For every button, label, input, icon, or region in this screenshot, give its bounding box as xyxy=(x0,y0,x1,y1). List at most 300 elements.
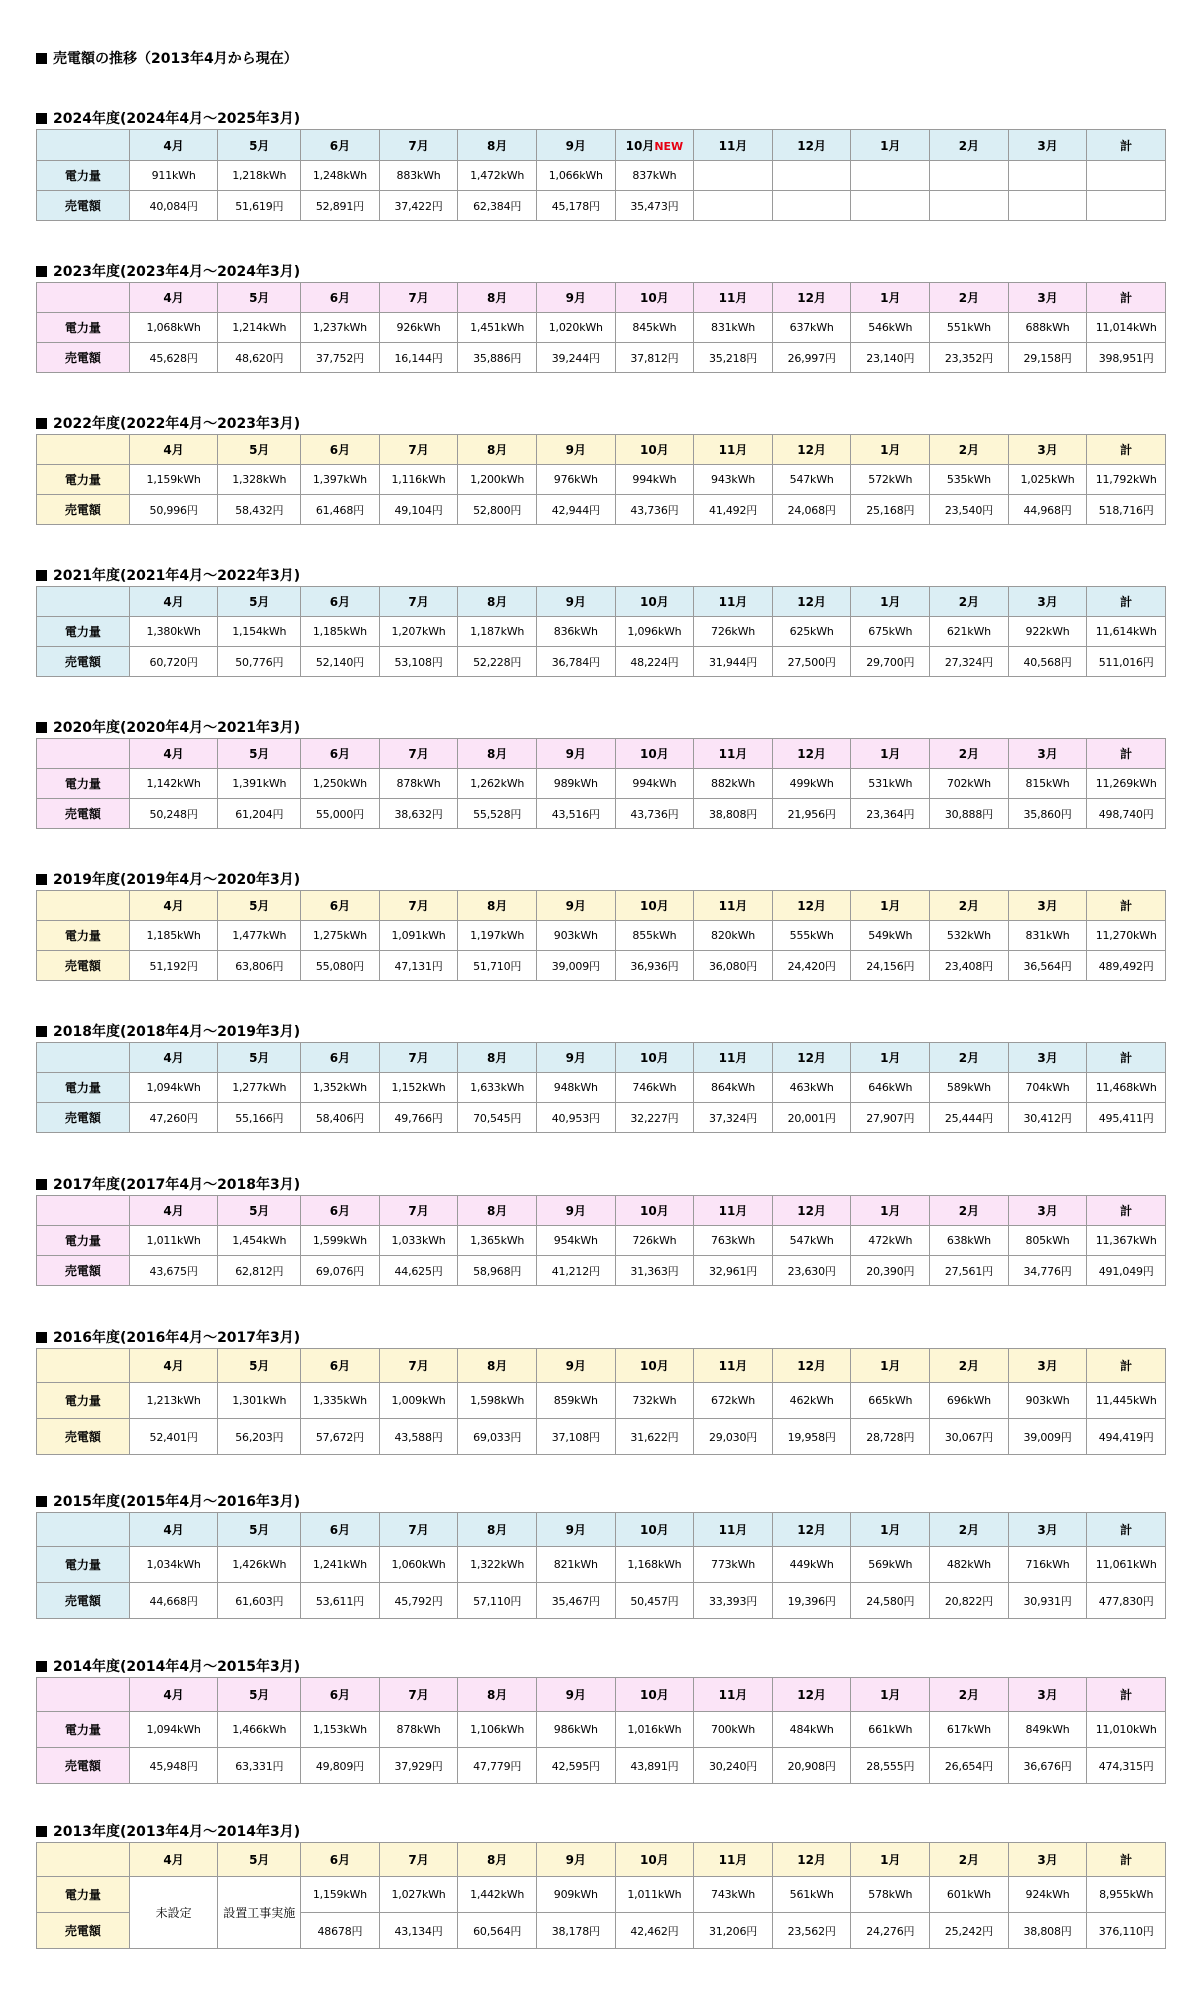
sales-cell: 58,432円 xyxy=(218,495,301,525)
header-row xyxy=(37,435,1166,465)
sales-cell: 35,218円 xyxy=(694,343,773,373)
page-title xyxy=(36,48,298,68)
power-cell: 1,262kWh xyxy=(458,769,537,799)
power-cell: 1,185kWh xyxy=(129,921,218,951)
power-cell: 449kWh xyxy=(772,1547,851,1583)
sales-label: 売電額 xyxy=(37,1583,130,1619)
power-cell: 1,472kWh xyxy=(458,161,537,191)
power-label: 電力量 xyxy=(37,921,130,951)
year-title-text: 2014年度(2014年4月〜2015年3月) xyxy=(53,1659,301,1675)
power-cell: 831kWh xyxy=(1008,921,1087,951)
power-cell: 903kWh xyxy=(536,921,615,951)
power-row xyxy=(37,1712,1166,1748)
sales-cell: 35,467円 xyxy=(536,1583,615,1619)
year-title xyxy=(36,413,300,433)
power-cell: 547kWh xyxy=(772,1226,851,1256)
column-header xyxy=(930,1513,1009,1547)
sales-row xyxy=(37,1583,1166,1619)
column-header-label: 11月 xyxy=(718,899,748,913)
sales-cell: 39,244円 xyxy=(536,343,615,373)
column-header-label: 8月 xyxy=(486,138,508,153)
column-header-label: 12月 xyxy=(797,138,826,153)
column-header-label: 6月 xyxy=(329,138,351,153)
power-cell: 845kWh xyxy=(615,313,694,343)
sales-cell xyxy=(851,191,930,221)
sales-cell: 16,144円 xyxy=(379,343,458,373)
power-cell: 462kWh xyxy=(772,1383,851,1419)
column-header-label: 11月 xyxy=(718,138,748,153)
power-cell: 994kWh xyxy=(615,465,694,495)
column-header xyxy=(218,1349,301,1383)
sales-cell: 24,276円 xyxy=(851,1913,930,1949)
column-header-label: 1月 xyxy=(880,1051,901,1065)
power-cell xyxy=(930,161,1009,191)
column-header xyxy=(458,739,537,769)
power-cell: 1,094kWh xyxy=(129,1712,218,1748)
column-header xyxy=(458,587,537,617)
power-cell: 11,061kWh xyxy=(1087,1547,1166,1583)
column-header xyxy=(694,587,773,617)
power-cell: 1,168kWh xyxy=(615,1547,694,1583)
square-bullet-icon xyxy=(36,570,47,581)
power-cell: 482kWh xyxy=(930,1547,1009,1583)
column-header xyxy=(1008,435,1087,465)
column-header-label: 6月 xyxy=(329,1523,351,1537)
power-cell: 1,380kWh xyxy=(129,617,218,647)
year-table xyxy=(36,1842,1166,1949)
column-header xyxy=(301,1678,380,1712)
sales-cell: 376,110円 xyxy=(1087,1913,1166,1949)
sales-cell: 40,953円 xyxy=(536,1103,615,1133)
column-header xyxy=(772,1843,851,1877)
sales-cell: 49,766円 xyxy=(379,1103,458,1133)
column-header-label: 1月 xyxy=(880,899,901,913)
column-header xyxy=(379,1678,458,1712)
power-cell: 1,454kWh xyxy=(218,1226,301,1256)
sales-label: 売電額 xyxy=(37,1103,130,1133)
power-cell: 1,060kWh xyxy=(379,1547,458,1583)
column-header-label: 1月 xyxy=(880,1853,901,1867)
year-title xyxy=(36,1821,300,1841)
sales-row xyxy=(37,647,1166,677)
column-header-label: 計 xyxy=(1120,1204,1133,1218)
column-header-label: 11月 xyxy=(718,291,748,305)
column-header-label: 5月 xyxy=(249,443,270,457)
column-header-label: 1月 xyxy=(880,595,901,609)
column-header-label: 9月 xyxy=(565,899,586,913)
year-title xyxy=(36,1491,300,1511)
column-header xyxy=(458,435,537,465)
sales-cell: 26,654円 xyxy=(930,1748,1009,1784)
power-cell: 11,445kWh xyxy=(1087,1383,1166,1419)
column-header-label: 6月 xyxy=(329,595,351,609)
column-header-label: 計 xyxy=(1120,747,1133,761)
power-cell: 625kWh xyxy=(772,617,851,647)
power-cell: 831kWh xyxy=(694,313,773,343)
sales-cell: 50,457円 xyxy=(615,1583,694,1619)
sales-cell: 53,108円 xyxy=(379,647,458,677)
sales-cell: 51,619円 xyxy=(218,191,301,221)
power-row xyxy=(37,617,1166,647)
sales-cell: 37,422円 xyxy=(379,191,458,221)
year-table xyxy=(36,1195,1166,1286)
sales-cell: 44,625円 xyxy=(379,1256,458,1286)
column-header xyxy=(772,1678,851,1712)
column-header-label: 計 xyxy=(1120,1523,1133,1537)
power-cell: 688kWh xyxy=(1008,313,1087,343)
column-header xyxy=(615,891,694,921)
column-header xyxy=(129,1513,218,1547)
sales-cell: 38,632円 xyxy=(379,799,458,829)
column-header xyxy=(694,435,773,465)
power-cell: 1,068kWh xyxy=(129,313,218,343)
header-row xyxy=(37,739,1166,769)
sales-cell: 36,936円 xyxy=(615,951,694,981)
column-header-label: 計 xyxy=(1120,1853,1133,1867)
year-table xyxy=(36,1677,1166,1784)
power-cell: 589kWh xyxy=(930,1073,1009,1103)
power-cell: 976kWh xyxy=(536,465,615,495)
power-cell: 1,451kWh xyxy=(458,313,537,343)
sales-row xyxy=(37,343,1166,373)
square-bullet-icon xyxy=(36,1026,47,1037)
column-header xyxy=(129,1196,218,1226)
power-cell: 716kWh xyxy=(1008,1547,1087,1583)
sales-cell: 51,710円 xyxy=(458,951,537,981)
sales-cell: 518,716円 xyxy=(1087,495,1166,525)
power-cell: 1,066kWh xyxy=(536,161,615,191)
sales-cell: 23,630円 xyxy=(772,1256,851,1286)
sales-row xyxy=(37,1103,1166,1133)
sales-label: 売電額 xyxy=(37,495,130,525)
power-row xyxy=(37,769,1166,799)
sales-cell: 69,076円 xyxy=(301,1256,380,1286)
column-header-label: 8月 xyxy=(486,595,508,609)
year-table xyxy=(36,434,1166,525)
column-header xyxy=(218,587,301,617)
sales-cell: 35,886円 xyxy=(458,343,537,373)
power-cell: 535kWh xyxy=(930,465,1009,495)
power-label: 電力量 xyxy=(37,1226,130,1256)
column-header xyxy=(379,1513,458,1547)
column-header xyxy=(615,1349,694,1383)
column-header-label: 3月 xyxy=(1037,1688,1058,1702)
sales-cell: 26,997円 xyxy=(772,343,851,373)
sales-cell: 50,776円 xyxy=(218,647,301,677)
column-header xyxy=(301,1349,380,1383)
power-cell: 1,091kWh xyxy=(379,921,458,951)
power-cell: 1,397kWh xyxy=(301,465,380,495)
year-title-text: 2016年度(2016年4月〜2017年3月) xyxy=(53,1330,301,1346)
sales-cell: 55,528円 xyxy=(458,799,537,829)
column-header xyxy=(694,1513,773,1547)
column-header-label: 2月 xyxy=(958,1688,980,1702)
column-header xyxy=(458,1196,537,1226)
column-header xyxy=(129,130,218,161)
sales-cell: 43,736円 xyxy=(615,495,694,525)
column-header-label: 計 xyxy=(1120,595,1133,609)
sales-cell xyxy=(772,191,851,221)
power-label: 電力量 xyxy=(37,1073,130,1103)
sales-cell: 62,812円 xyxy=(218,1256,301,1286)
power-cell: 1,094kWh xyxy=(129,1073,218,1103)
sales-cell: 30,412円 xyxy=(1008,1103,1087,1133)
power-cell: 637kWh xyxy=(772,313,851,343)
sales-cell: 495,411円 xyxy=(1087,1103,1166,1133)
column-header xyxy=(772,1196,851,1226)
column-header xyxy=(536,1843,615,1877)
sales-cell: 20,001円 xyxy=(772,1103,851,1133)
power-cell: 11,367kWh xyxy=(1087,1226,1166,1256)
column-header-label: 3月 xyxy=(1037,1523,1058,1537)
power-cell: 1,185kWh xyxy=(301,617,380,647)
column-header-label: 計 xyxy=(1120,138,1133,153)
power-cell: 1,426kWh xyxy=(218,1547,301,1583)
sales-cell: 47,779円 xyxy=(458,1748,537,1784)
power-cell: 743kWh xyxy=(694,1877,773,1913)
column-header-label: 6月 xyxy=(329,747,351,761)
column-header-label: 10月 xyxy=(640,899,669,913)
column-header xyxy=(129,587,218,617)
column-header-label: 12月 xyxy=(797,443,826,457)
column-header-label: 8月 xyxy=(486,1051,508,1065)
column-header-label: 2月 xyxy=(958,1853,980,1867)
power-cell: 696kWh xyxy=(930,1383,1009,1419)
column-header xyxy=(536,891,615,921)
sales-label: 売電額 xyxy=(37,1419,130,1455)
power-cell: 1,442kWh xyxy=(458,1877,537,1913)
power-row xyxy=(37,921,1166,951)
power-row xyxy=(37,465,1166,495)
header-row xyxy=(37,891,1166,921)
column-header-label: 12月 xyxy=(797,291,826,305)
sales-cell: 43,588円 xyxy=(379,1419,458,1455)
sales-cell: 58,406円 xyxy=(301,1103,380,1133)
power-cell: 994kWh xyxy=(615,769,694,799)
column-header-label: 2月 xyxy=(958,443,980,457)
column-header-label: 11月 xyxy=(718,1359,748,1373)
power-cell: 732kWh xyxy=(615,1383,694,1419)
sales-cell: 42,462円 xyxy=(615,1913,694,1949)
sales-cell: 35,473円 xyxy=(615,191,694,221)
column-header-label: 8月 xyxy=(486,1853,508,1867)
column-header-label: 3月 xyxy=(1037,443,1058,457)
power-cell: 1,248kWh xyxy=(301,161,380,191)
column-header xyxy=(1008,1678,1087,1712)
sales-cell: 48,224円 xyxy=(615,647,694,677)
column-header-label: 10月 xyxy=(640,443,669,457)
power-cell: 1,241kWh xyxy=(301,1547,380,1583)
column-header-label: 9月 xyxy=(565,1204,586,1218)
power-cell: 746kWh xyxy=(615,1073,694,1103)
power-cell: 1,218kWh xyxy=(218,161,301,191)
power-cell: 675kWh xyxy=(851,617,930,647)
power-cell: 463kWh xyxy=(772,1073,851,1103)
power-cell: 1,153kWh xyxy=(301,1712,380,1748)
power-cell: 1,391kWh xyxy=(218,769,301,799)
column-header-label: 6月 xyxy=(329,1359,351,1373)
sales-cell xyxy=(930,191,1009,221)
column-header xyxy=(301,1196,380,1226)
sales-cell: 41,212円 xyxy=(536,1256,615,1286)
column-header-label: 12月 xyxy=(797,899,826,913)
sales-cell: 27,324円 xyxy=(930,647,1009,677)
power-cell: 11,614kWh xyxy=(1087,617,1166,647)
column-header xyxy=(458,283,537,313)
power-cell: 1,335kWh xyxy=(301,1383,380,1419)
sales-cell: 474,315円 xyxy=(1087,1748,1166,1784)
column-header-label: 8月 xyxy=(486,1359,508,1373)
sales-cell: 34,776円 xyxy=(1008,1256,1087,1286)
column-header-label: 5月 xyxy=(249,1523,270,1537)
column-header xyxy=(694,130,773,161)
column-header xyxy=(772,891,851,921)
sales-row xyxy=(37,495,1166,525)
year-table xyxy=(36,738,1166,829)
power-label: 電力量 xyxy=(37,313,130,343)
column-header xyxy=(129,283,218,313)
column-header-label: 2月 xyxy=(958,899,980,913)
column-header-label: 1月 xyxy=(880,443,901,457)
power-cell: 531kWh xyxy=(851,769,930,799)
sales-cell: 27,907円 xyxy=(851,1103,930,1133)
square-bullet-icon xyxy=(36,1496,47,1507)
power-cell: 773kWh xyxy=(694,1547,773,1583)
power-row xyxy=(37,1073,1166,1103)
sales-cell: 61,603円 xyxy=(218,1583,301,1619)
power-cell: 569kWh xyxy=(851,1547,930,1583)
power-cell: 472kWh xyxy=(851,1226,930,1256)
column-header-label: 2月 xyxy=(958,1204,980,1218)
column-header-label: 4月 xyxy=(163,1853,184,1867)
year-table xyxy=(36,129,1166,221)
column-header xyxy=(615,1513,694,1547)
power-cell xyxy=(1008,161,1087,191)
power-row xyxy=(37,1877,1166,1913)
sales-cell: 52,228円 xyxy=(458,647,537,677)
column-header-label: 12月 xyxy=(797,1051,826,1065)
column-header-label: 9月 xyxy=(565,1688,586,1702)
column-header-label: 5月 xyxy=(249,291,270,305)
header-row xyxy=(37,1513,1166,1547)
year-title-text: 2018年度(2018年4月〜2019年3月) xyxy=(53,1024,301,1040)
column-header xyxy=(218,1843,301,1877)
column-header-label: 12月 xyxy=(797,1359,826,1373)
sales-row xyxy=(37,191,1166,221)
power-row xyxy=(37,161,1166,191)
power-cell: 1,277kWh xyxy=(218,1073,301,1103)
sales-cell: 55,166円 xyxy=(218,1103,301,1133)
power-row xyxy=(37,1226,1166,1256)
power-cell: 11,468kWh xyxy=(1087,1073,1166,1103)
power-cell: 1,027kWh xyxy=(379,1877,458,1913)
power-cell: 1,159kWh xyxy=(129,465,218,495)
column-header-label: 4月 xyxy=(163,138,184,153)
power-label: 電力量 xyxy=(37,1383,130,1419)
power-cell: 1,016kWh xyxy=(615,1712,694,1748)
sales-cell: 43,134円 xyxy=(379,1913,458,1949)
sales-cell: 45,178円 xyxy=(536,191,615,221)
sales-cell: 49,104円 xyxy=(379,495,458,525)
year-title-text: 2017年度(2017年4月〜2018年3月) xyxy=(53,1177,301,1193)
sales-cell: 60,564円 xyxy=(458,1913,537,1949)
column-header-label: 11月 xyxy=(718,595,748,609)
column-header xyxy=(615,130,694,161)
power-cell: 805kWh xyxy=(1008,1226,1087,1256)
column-header xyxy=(1087,130,1166,161)
column-header xyxy=(1087,1678,1166,1712)
power-cell xyxy=(694,161,773,191)
column-header-label: 11月 xyxy=(718,1853,748,1867)
header-corner-cell xyxy=(37,1513,130,1547)
column-header-label: 計 xyxy=(1120,1688,1133,1702)
column-header-label: 11月 xyxy=(718,1523,748,1537)
column-header-label: 6月 xyxy=(329,899,351,913)
power-cell: 815kWh xyxy=(1008,769,1087,799)
power-cell: 726kWh xyxy=(615,1226,694,1256)
column-header xyxy=(301,283,380,313)
header-row xyxy=(37,1678,1166,1712)
column-header xyxy=(218,739,301,769)
column-header-label: 4月 xyxy=(163,1204,184,1218)
sales-cell: 47,260円 xyxy=(129,1103,218,1133)
column-header xyxy=(379,1043,458,1073)
power-cell: 849kWh xyxy=(1008,1712,1087,1748)
column-header xyxy=(379,1843,458,1877)
header-corner-cell xyxy=(37,1196,130,1226)
column-header xyxy=(1087,1196,1166,1226)
year-title xyxy=(36,1656,300,1676)
column-header-label: 8月 xyxy=(486,1688,508,1702)
column-header xyxy=(1008,1043,1087,1073)
column-header-label: 2月 xyxy=(958,1051,980,1065)
column-header-label: 12月 xyxy=(797,1853,826,1867)
power-label: 電力量 xyxy=(37,1712,130,1748)
sales-row xyxy=(37,1256,1166,1286)
sales-cell: 40,084円 xyxy=(129,191,218,221)
column-header-label: 4月 xyxy=(163,899,184,913)
power-cell xyxy=(851,161,930,191)
sales-cell: 52,401円 xyxy=(129,1419,218,1455)
sales-cell: 60,720円 xyxy=(129,647,218,677)
column-header xyxy=(301,1043,380,1073)
column-header xyxy=(851,435,930,465)
column-header xyxy=(772,130,851,161)
column-header-label: 7月 xyxy=(408,1688,429,1702)
column-header-label: 2月 xyxy=(958,1523,980,1537)
square-bullet-icon xyxy=(36,1826,47,1837)
power-label: 電力量 xyxy=(37,161,130,191)
column-header-label: 9月 xyxy=(565,1523,586,1537)
sales-cell: 45,792円 xyxy=(379,1583,458,1619)
column-header xyxy=(615,1043,694,1073)
column-header xyxy=(301,130,380,161)
column-header xyxy=(301,891,380,921)
year-title xyxy=(36,261,300,281)
column-header xyxy=(615,739,694,769)
column-header-label: 5月 xyxy=(249,1688,270,1702)
column-header-label: 4月 xyxy=(163,595,184,609)
power-cell: 878kWh xyxy=(379,1712,458,1748)
column-header-label: 10月 xyxy=(640,1204,669,1218)
new-badge: NEW xyxy=(654,139,684,153)
power-cell: 601kWh xyxy=(930,1877,1009,1913)
year-table xyxy=(36,890,1166,981)
column-header xyxy=(458,1513,537,1547)
column-header-label: 2月 xyxy=(958,747,980,761)
column-header xyxy=(615,283,694,313)
sales-cell: 55,080円 xyxy=(301,951,380,981)
